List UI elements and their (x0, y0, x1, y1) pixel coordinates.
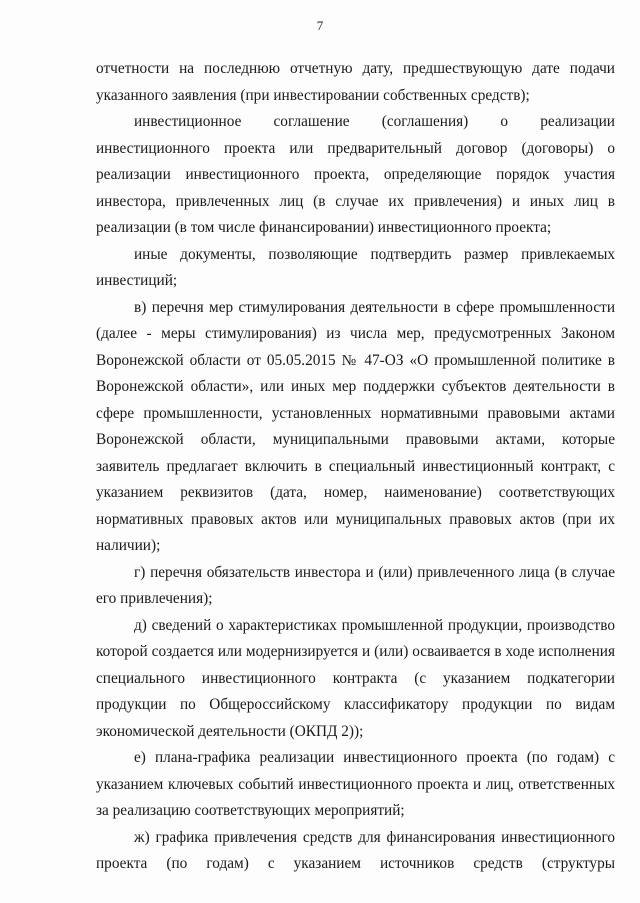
paragraph-item-zh: ж) графика привлечения средств для финансирования инвестиционного проекта (по годам) с указанием источников средств (структуры (96, 828, 615, 872)
page-number: 7 (316, 18, 324, 33)
paragraph-item-g: г) перечня обязательств инвестора и (или) привлеченного лица (в случае его привлечения); (96, 563, 615, 607)
paragraph-investment-agreement: инвестиционное соглашение (соглашения) о реализации инвестиционного проекта или предварительный договор (договоры) о реализации инвестиционного проекта, определяющие порядок участия инвестора, привлеченных лиц (в случае их привлечения) и иных лиц в реализации (в том числе финансировании) инвестиционного проекта; (96, 113, 615, 236)
paragraph-other-documents: иные документы, позволяющие подтвердить размер привлекаемых инвестиций; (96, 245, 615, 289)
paragraph-continuation: отчетности на последнюю отчетную дату, предшествующую дате подачи указанного заявления (при инвестировании собственных средств); (96, 60, 615, 104)
paragraph-item-d: д) сведений о характеристиках промышленной продукции, производство которой создается или модернизируется и (или) осваивается в ходе исполнения специального инвестиционного контракта (с указанием подкатегории продукции по Общероссийскому классификатору продукции по видам экономической деятельности (ОКПД 2)); (96, 616, 615, 740)
paragraph-item-v: в) перечня мер стимулирования деятельности в сфере промышленности (далее - меры стимулирования) из числа мер, предусмотренных Законом Воронежской области от 05.05.2015 № 47-ОЗ «О промышленной политике в Воронежской области», или иных мер поддержки субъектов деятельности в сфере промышленности, установленных нормативными правовыми актами Воронежской области, муниципальными правовыми актами, которые заявитель предлагает включить в специальный инвестиционный контракт, с указанием реквизитов (дата, номер, наименование) соответствующих нормативных правовых актов или муниципальных правовых актов (при их наличии); (96, 298, 615, 554)
document-body (96, 56, 615, 878)
paragraph-item-e: е) плана-графика реализации инвестиционного проекта (по годам) с указанием ключевых событий инвестиционного проекта и лиц, ответственных за реализацию соответствующих мероприятий; (96, 749, 615, 819)
